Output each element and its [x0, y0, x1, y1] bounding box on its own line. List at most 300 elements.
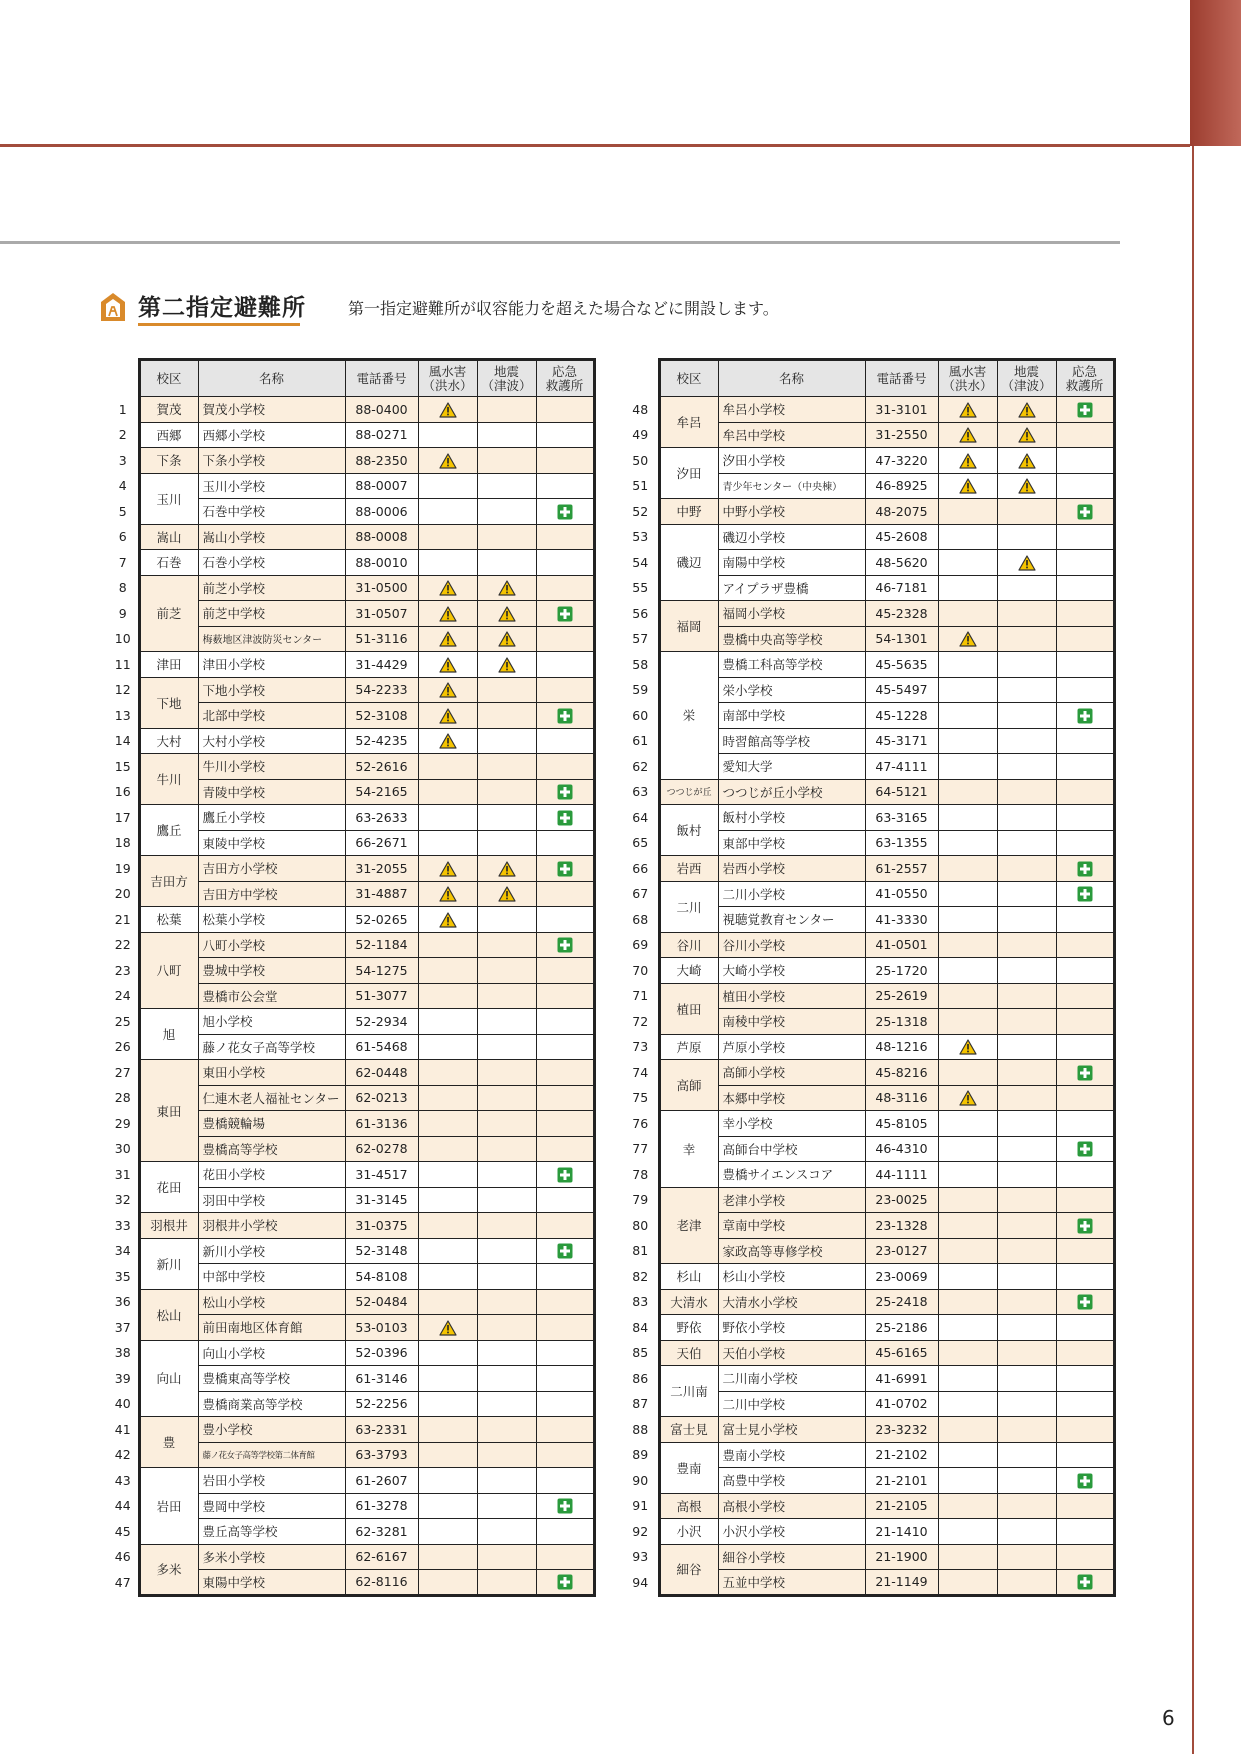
table-row — [623, 779, 1114, 805]
warning-triangle-icon — [959, 453, 977, 469]
flood-cell — [418, 524, 477, 550]
flood-cell — [938, 830, 997, 856]
quake-cell — [477, 728, 536, 754]
warning-triangle-icon — [498, 886, 516, 902]
quake-cell — [477, 1570, 536, 1596]
flood-cell — [418, 779, 477, 805]
flood-cell — [418, 983, 477, 1009]
row-number: 69 — [632, 937, 649, 953]
aid-cell — [1056, 932, 1114, 958]
flood-cell — [418, 499, 477, 525]
aid-cell — [536, 575, 594, 601]
district-cell: 幸 — [659, 1111, 718, 1188]
aid-cell — [536, 1417, 594, 1443]
quake-cell — [477, 524, 536, 550]
district-cell: 前芝 — [139, 575, 198, 652]
aid-cell — [536, 1570, 594, 1596]
district-cell: 小沢 — [659, 1519, 718, 1545]
quake-cell — [997, 1468, 1056, 1494]
warning-triangle-icon — [439, 861, 457, 877]
quake-cell — [477, 1238, 536, 1264]
row-number: 22 — [114, 937, 131, 953]
quake-cell — [477, 1417, 536, 1443]
header-district: 校区 — [659, 360, 718, 397]
phone-number: 45-6165 — [865, 1340, 938, 1366]
quake-cell — [477, 1289, 536, 1315]
flood-cell — [418, 1187, 477, 1213]
flood-cell — [938, 1468, 997, 1494]
flood-cell — [938, 754, 997, 780]
warning-triangle-icon — [498, 580, 516, 596]
quake-cell — [477, 550, 536, 576]
warning-triangle-icon — [1018, 555, 1036, 571]
facility-name: 南陽中学校 — [718, 550, 865, 576]
quake-cell — [477, 575, 536, 601]
aid-cell — [536, 677, 594, 703]
aid-cell — [1056, 1009, 1114, 1035]
warning-triangle-icon — [1018, 427, 1036, 443]
table-row — [108, 1544, 594, 1570]
table-row — [623, 1187, 1114, 1213]
quake-cell — [477, 856, 536, 882]
flood-cell — [418, 422, 477, 448]
facility-name: 賀茂小学校 — [198, 397, 345, 423]
flood-cell — [938, 779, 997, 805]
quake-cell — [997, 397, 1056, 423]
quake-cell — [477, 881, 536, 907]
table-row — [623, 1366, 1114, 1392]
aid-cell — [536, 1340, 594, 1366]
facility-name: 細谷小学校 — [718, 1544, 865, 1570]
phone-number: 23-0025 — [865, 1187, 938, 1213]
phone-number: 63-2331 — [345, 1417, 418, 1443]
phone-number: 62-8116 — [345, 1570, 418, 1596]
phone-number: 63-1355 — [865, 830, 938, 856]
district-cell: 二川 — [659, 881, 718, 932]
facility-name: 幸小学校 — [718, 1111, 865, 1137]
row-number: 1 — [118, 401, 127, 417]
phone-number: 52-4235 — [345, 728, 418, 754]
district-cell: 天伯 — [659, 1340, 718, 1366]
aid-cell — [536, 448, 594, 474]
facility-name: 新川小学校 — [198, 1238, 345, 1264]
flood-cell — [418, 550, 477, 576]
aid-cell — [536, 1213, 594, 1239]
aid-cell — [1056, 1570, 1114, 1596]
quake-cell — [477, 932, 536, 958]
district-cell: 岩西 — [659, 856, 718, 882]
row-number: 32 — [114, 1192, 131, 1208]
facility-name: 小沢小学校 — [718, 1519, 865, 1545]
row-number: 87 — [632, 1396, 649, 1412]
quake-cell — [477, 1315, 536, 1341]
facility-name: 章南中学校 — [718, 1213, 865, 1239]
facility-name: 藤ノ花女子高等学校 — [198, 1034, 345, 1060]
row-number: 12 — [114, 682, 131, 698]
aid-cell — [1056, 626, 1114, 652]
district-cell: 下条 — [139, 448, 198, 474]
row-number: 75 — [632, 1090, 649, 1106]
table-row — [108, 1162, 594, 1188]
facility-name: 豊橋サイエンスコア — [718, 1162, 865, 1188]
aid-cell — [1056, 1544, 1114, 1570]
flood-cell — [938, 524, 997, 550]
row-number: 51 — [632, 478, 649, 494]
phone-number: 48-1216 — [865, 1034, 938, 1060]
facility-name: 仁連木老人福祉センター — [198, 1085, 345, 1111]
flood-cell — [418, 728, 477, 754]
flood-cell — [938, 1085, 997, 1111]
facility-name: 高師小学校 — [718, 1060, 865, 1086]
facility-name: 下地小学校 — [198, 677, 345, 703]
row-number: 68 — [632, 911, 649, 927]
table-row — [108, 550, 594, 576]
row-number: 74 — [632, 1064, 649, 1080]
facility-name: 本郷中学校 — [718, 1085, 865, 1111]
quake-cell — [477, 754, 536, 780]
aid-cell — [536, 1162, 594, 1188]
flood-cell — [418, 856, 477, 882]
facility-name: 牟呂中学校 — [718, 422, 865, 448]
facility-name: 栄小学校 — [718, 677, 865, 703]
aid-cell — [536, 1289, 594, 1315]
flood-cell — [938, 601, 997, 627]
row-number: 13 — [114, 707, 131, 723]
aid-cell — [536, 1519, 594, 1545]
flood-cell — [938, 932, 997, 958]
aid-cell — [1056, 1493, 1114, 1519]
table-row — [108, 575, 594, 601]
row-number: 42 — [114, 1447, 131, 1463]
row-number: 59 — [632, 682, 649, 698]
district-cell: 野依 — [659, 1315, 718, 1341]
flood-cell — [418, 881, 477, 907]
phone-number: 66-2671 — [345, 830, 418, 856]
row-number: 62 — [632, 758, 649, 774]
aid-cell — [536, 856, 594, 882]
phone-number: 88-0400 — [345, 397, 418, 423]
district-cell: 植田 — [659, 983, 718, 1034]
district-cell: 西郷 — [139, 422, 198, 448]
warning-triangle-icon — [439, 580, 457, 596]
header-quake: 地震 （津波） — [477, 360, 536, 397]
row-number: 63 — [632, 784, 649, 800]
table-row — [108, 422, 594, 448]
row-number: 33 — [114, 1217, 131, 1233]
quake-cell — [477, 422, 536, 448]
phone-number: 25-1720 — [865, 958, 938, 984]
phone-number: 52-3108 — [345, 703, 418, 729]
row-number: 31 — [114, 1166, 131, 1182]
quake-cell — [477, 830, 536, 856]
table-row — [623, 1289, 1114, 1315]
row-number: 71 — [632, 988, 649, 1004]
table-row — [623, 1111, 1114, 1137]
aid-cell — [536, 1187, 594, 1213]
quake-cell — [997, 448, 1056, 474]
phone-number: 21-2105 — [865, 1493, 938, 1519]
phone-number: 63-3165 — [865, 805, 938, 831]
flood-cell — [938, 1162, 997, 1188]
district-cell: 大村 — [139, 728, 198, 754]
phone-number: 31-3101 — [865, 397, 938, 423]
table-row — [108, 856, 594, 882]
phone-number: 52-2256 — [345, 1391, 418, 1417]
phone-number: 41-6991 — [865, 1366, 938, 1392]
warning-triangle-icon — [959, 402, 977, 418]
quake-cell — [477, 601, 536, 627]
phone-number: 61-2607 — [345, 1468, 418, 1494]
first-aid-cross-icon — [557, 504, 573, 520]
phone-number: 61-3146 — [345, 1366, 418, 1392]
quake-cell — [997, 830, 1056, 856]
facility-name: 豊橋競輪場 — [198, 1111, 345, 1137]
quake-cell — [477, 1468, 536, 1494]
first-aid-cross-icon — [1077, 708, 1093, 724]
phone-number: 62-3281 — [345, 1519, 418, 1545]
warning-triangle-icon — [439, 1320, 457, 1336]
quake-cell — [997, 1034, 1056, 1060]
quake-cell — [477, 448, 536, 474]
table-row — [623, 1315, 1114, 1341]
phone-number: 46-4310 — [865, 1136, 938, 1162]
quake-cell — [477, 1162, 536, 1188]
row-number: 80 — [632, 1217, 649, 1233]
row-number: 82 — [632, 1268, 649, 1284]
quake-cell — [997, 1085, 1056, 1111]
table-row — [623, 601, 1114, 627]
flood-cell — [418, 1009, 477, 1035]
table-row — [108, 652, 594, 678]
facility-name: 豊橋市公会堂 — [198, 983, 345, 1009]
row-number: 54 — [632, 554, 649, 570]
phone-number: 46-7181 — [865, 575, 938, 601]
first-aid-cross-icon — [557, 1498, 573, 1514]
facility-name: 家政高等専修学校 — [718, 1238, 865, 1264]
quake-cell — [997, 1315, 1056, 1341]
facility-name: 杉山小学校 — [718, 1264, 865, 1290]
facility-name: 旭小学校 — [198, 1009, 345, 1035]
facility-name: 吉田方小学校 — [198, 856, 345, 882]
row-number: 78 — [632, 1166, 649, 1182]
row-number: 4 — [118, 478, 127, 494]
quake-cell — [997, 473, 1056, 499]
quake-cell — [997, 422, 1056, 448]
quake-cell — [997, 601, 1056, 627]
table-row — [623, 524, 1114, 550]
flood-cell — [418, 1136, 477, 1162]
warning-triangle-icon — [439, 657, 457, 673]
row-number: 58 — [632, 656, 649, 672]
table-row — [108, 473, 594, 499]
phone-number: 48-2075 — [865, 499, 938, 525]
district-cell: 高師 — [659, 1060, 718, 1111]
row-number: 72 — [632, 1013, 649, 1029]
facility-name: 二川南小学校 — [718, 1366, 865, 1392]
table-row — [623, 932, 1114, 958]
district-cell: 岩田 — [139, 1468, 198, 1545]
facility-name: 八町小学校 — [198, 932, 345, 958]
row-number: 27 — [114, 1064, 131, 1080]
aid-cell — [1056, 601, 1114, 627]
flood-cell — [938, 958, 997, 984]
row-number: 24 — [114, 988, 131, 1004]
flood-cell — [418, 1111, 477, 1137]
phone-number: 54-8108 — [345, 1264, 418, 1290]
table-row — [623, 652, 1114, 678]
warning-triangle-icon — [959, 478, 977, 494]
phone-number: 31-2550 — [865, 422, 938, 448]
flood-cell — [418, 1544, 477, 1570]
first-aid-cross-icon — [557, 937, 573, 953]
quake-cell — [477, 1213, 536, 1239]
facility-name: 視聴覚教育センター — [718, 907, 865, 933]
row-number: 86 — [632, 1370, 649, 1386]
row-number: 2 — [118, 427, 127, 443]
flood-cell — [418, 601, 477, 627]
flood-cell — [938, 448, 997, 474]
aid-cell — [1056, 1417, 1114, 1443]
phone-number: 31-0500 — [345, 575, 418, 601]
flood-cell — [418, 1468, 477, 1494]
phone-number: 21-1410 — [865, 1519, 938, 1545]
warning-triangle-icon — [959, 427, 977, 443]
aid-cell — [1056, 422, 1114, 448]
facility-name: 中部中学校 — [198, 1264, 345, 1290]
phone-number: 31-3145 — [345, 1187, 418, 1213]
facility-name: 嵩山小学校 — [198, 524, 345, 550]
aid-cell — [1056, 1519, 1114, 1545]
phone-number: 54-1275 — [345, 958, 418, 984]
row-number: 47 — [114, 1574, 131, 1590]
flood-cell — [938, 626, 997, 652]
quake-cell — [477, 626, 536, 652]
shelter-table-left — [108, 358, 596, 1597]
row-number: 21 — [114, 911, 131, 927]
shelter-house-icon — [100, 292, 126, 322]
flood-cell — [938, 1366, 997, 1392]
facility-name: 鷹丘小学校 — [198, 805, 345, 831]
table-row — [108, 1417, 594, 1443]
phone-number: 61-2557 — [865, 856, 938, 882]
flood-cell — [418, 677, 477, 703]
right-table-body — [623, 397, 1114, 1596]
table-row — [623, 448, 1114, 474]
facility-name: 石巻小学校 — [198, 550, 345, 576]
facility-name: 岩田小学校 — [198, 1468, 345, 1494]
facility-name: 飯村小学校 — [718, 805, 865, 831]
phone-number: 54-2233 — [345, 677, 418, 703]
first-aid-cross-icon — [557, 708, 573, 724]
row-number: 85 — [632, 1345, 649, 1361]
district-cell: 大清水 — [659, 1289, 718, 1315]
facility-name: 時習館高等学校 — [718, 728, 865, 754]
phone-number: 44-1111 — [865, 1162, 938, 1188]
aid-cell — [536, 1315, 594, 1341]
aid-cell — [536, 652, 594, 678]
district-cell: 豊南 — [659, 1442, 718, 1493]
table-row — [623, 499, 1114, 525]
facility-name: 植田小学校 — [718, 983, 865, 1009]
flood-cell — [938, 805, 997, 831]
aid-cell — [1056, 550, 1114, 576]
flood-cell — [938, 1493, 997, 1519]
row-number: 65 — [632, 835, 649, 851]
district-cell: 牟呂 — [659, 397, 718, 448]
flood-cell — [938, 575, 997, 601]
quake-cell — [477, 1060, 536, 1086]
flood-cell — [418, 1493, 477, 1519]
warning-triangle-icon — [959, 1090, 977, 1106]
row-number: 36 — [114, 1294, 131, 1310]
facility-name: 芦原小学校 — [718, 1034, 865, 1060]
flood-cell — [938, 652, 997, 678]
quake-cell — [477, 1544, 536, 1570]
quake-cell — [997, 1519, 1056, 1545]
flood-cell — [938, 1213, 997, 1239]
flood-cell — [418, 397, 477, 423]
shelter-table-right — [623, 358, 1116, 1597]
aid-cell — [1056, 575, 1114, 601]
district-cell: 栄 — [659, 652, 718, 780]
aid-cell — [1056, 1187, 1114, 1213]
facility-name: 豊橋中央高等学校 — [718, 626, 865, 652]
phone-number: 45-2328 — [865, 601, 938, 627]
quake-cell — [477, 907, 536, 933]
row-number: 16 — [114, 784, 131, 800]
facility-name: 岩西小学校 — [718, 856, 865, 882]
quake-cell — [997, 1009, 1056, 1035]
flood-cell — [938, 1544, 997, 1570]
table-row — [623, 1442, 1114, 1468]
phone-number: 47-4111 — [865, 754, 938, 780]
facility-name: 東陽中学校 — [198, 1570, 345, 1596]
aid-cell — [1056, 1136, 1114, 1162]
aid-cell — [1056, 881, 1114, 907]
district-cell: 下地 — [139, 677, 198, 728]
header-name: 名称 — [198, 360, 345, 397]
district-cell: 福岡 — [659, 601, 718, 652]
phone-number: 63-2633 — [345, 805, 418, 831]
facility-name: 羽根井小学校 — [198, 1213, 345, 1239]
district-cell: 大崎 — [659, 958, 718, 984]
facility-name: 青陵中学校 — [198, 779, 345, 805]
warning-triangle-icon — [498, 606, 516, 622]
flood-cell — [938, 907, 997, 933]
row-number: 25 — [114, 1013, 131, 1029]
warning-triangle-icon — [498, 657, 516, 673]
aid-cell — [1056, 677, 1114, 703]
facility-name: 豊橋工科高等学校 — [718, 652, 865, 678]
quake-cell — [997, 550, 1056, 576]
aid-cell — [1056, 1315, 1114, 1341]
phone-number: 52-2616 — [345, 754, 418, 780]
table-row — [108, 1009, 594, 1035]
phone-number: 52-3148 — [345, 1238, 418, 1264]
header-name: 名称 — [718, 360, 865, 397]
first-aid-cross-icon — [1077, 1218, 1093, 1234]
aid-cell — [536, 932, 594, 958]
district-cell: 汐田 — [659, 448, 718, 499]
row-number: 44 — [114, 1498, 131, 1514]
phone-number: 62-0448 — [345, 1060, 418, 1086]
facility-name: 東部中学校 — [718, 830, 865, 856]
row-number: 93 — [632, 1549, 649, 1565]
aid-cell — [1056, 397, 1114, 423]
row-number: 70 — [632, 962, 649, 978]
facility-name: 豊岡中学校 — [198, 1493, 345, 1519]
aid-cell — [1056, 754, 1114, 780]
